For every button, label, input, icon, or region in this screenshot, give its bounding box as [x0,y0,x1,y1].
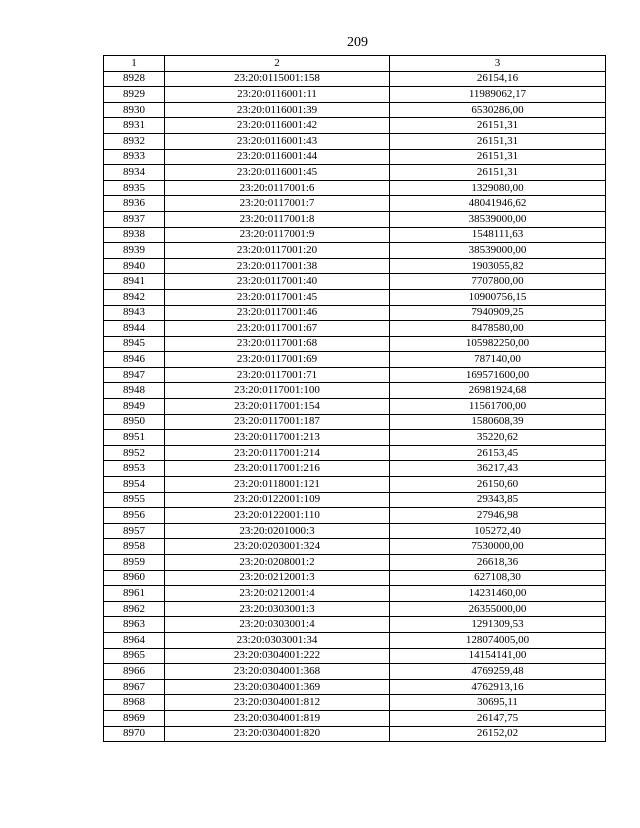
cadastral-number-cell: 23:20:0117001:68 [165,336,390,352]
table-header-row [104,56,606,72]
cadastral-number-cell: 23:20:0115001:158 [165,71,390,87]
row-number-cell: 8970 [104,726,165,742]
cadastral-number-cell: 23:20:0304001:820 [165,726,390,742]
row-number-cell: 8942 [104,289,165,305]
value-cell: 48041946,62 [390,196,606,212]
row-number-cell: 8961 [104,586,165,602]
cadastral-number-cell: 23:20:0117001:8 [165,211,390,227]
value-cell: 36217,43 [390,461,606,477]
value-cell: 7707800,00 [390,274,606,290]
value-cell: 26150,60 [390,477,606,493]
cadastral-number-cell: 23:20:0303001:4 [165,617,390,633]
table-row [104,477,606,493]
row-number-cell: 8955 [104,492,165,508]
cadastral-number-cell: 23:20:0118001:121 [165,477,390,493]
value-cell: 26151,31 [390,118,606,134]
page-number: 209 [347,35,368,50]
value-cell: 27946,98 [390,508,606,524]
table-row [104,102,606,118]
table-row [104,664,606,680]
value-cell: 26151,31 [390,165,606,181]
table-body [104,71,606,742]
value-cell: 4769259,48 [390,664,606,680]
value-cell: 38539000,00 [390,243,606,259]
value-cell: 35220,62 [390,430,606,446]
table-row [104,87,606,103]
cadastral-number-cell: 23:20:0304001:222 [165,648,390,664]
cadastral-number-cell: 23:20:0303001:3 [165,601,390,617]
row-number-cell: 8950 [104,414,165,430]
row-number-cell: 8959 [104,555,165,571]
table-row [104,726,606,742]
column-header-1: 1 [104,56,165,72]
value-cell: 6530286,00 [390,102,606,118]
cadastral-number-cell: 23:20:0117001:216 [165,461,390,477]
registry-table [103,55,606,742]
row-number-cell: 8966 [104,664,165,680]
cadastral-number-cell: 23:20:0117001:45 [165,289,390,305]
cadastral-number-cell: 23:20:0303001:34 [165,632,390,648]
table-row [104,196,606,212]
table-row [104,679,606,695]
value-cell: 169571600,00 [390,367,606,383]
value-cell: 26151,31 [390,133,606,149]
table-row [104,367,606,383]
cadastral-number-cell: 23:20:0117001:7 [165,196,390,212]
row-number-cell: 8943 [104,305,165,321]
cadastral-number-cell: 23:20:0116001:11 [165,87,390,103]
table-row [104,710,606,726]
row-number-cell: 8936 [104,196,165,212]
table-row [104,695,606,711]
cadastral-number-cell: 23:20:0304001:812 [165,695,390,711]
row-number-cell: 8946 [104,352,165,368]
table-row [104,289,606,305]
row-number-cell: 8965 [104,648,165,664]
value-cell: 26151,31 [390,149,606,165]
table-row [104,352,606,368]
table-row [104,211,606,227]
table-row [104,632,606,648]
table-row [104,492,606,508]
column-header-3: 3 [390,56,606,72]
value-cell: 26981924,68 [390,383,606,399]
row-number-cell: 8957 [104,523,165,539]
table-row [104,523,606,539]
row-number-cell: 8964 [104,632,165,648]
value-cell: 30695,11 [390,695,606,711]
value-cell: 1580608,39 [390,414,606,430]
row-number-cell: 8938 [104,227,165,243]
cadastral-number-cell: 23:20:0116001:43 [165,133,390,149]
cadastral-number-cell: 23:20:0116001:42 [165,118,390,134]
table-row [104,586,606,602]
value-cell: 7530000,00 [390,539,606,555]
row-number-cell: 8928 [104,71,165,87]
row-number-cell: 8949 [104,399,165,415]
table-row [104,321,606,337]
value-cell: 627108,30 [390,570,606,586]
row-number-cell: 8935 [104,180,165,196]
cadastral-number-cell: 23:20:0304001:819 [165,710,390,726]
table-row [104,430,606,446]
value-cell: 10900756,15 [390,289,606,305]
table-row [104,227,606,243]
cadastral-number-cell: 23:20:0117001:20 [165,243,390,259]
cadastral-number-cell: 23:20:0212001:3 [165,570,390,586]
table-row [104,570,606,586]
row-number-cell: 8948 [104,383,165,399]
row-number-cell: 8941 [104,274,165,290]
cadastral-number-cell: 23:20:0117001:213 [165,430,390,446]
cadastral-number-cell: 23:20:0122001:110 [165,508,390,524]
row-number-cell: 8932 [104,133,165,149]
row-number-cell: 8939 [104,243,165,259]
cadastral-number-cell: 23:20:0117001:214 [165,445,390,461]
value-cell: 29343,85 [390,492,606,508]
table-row [104,601,606,617]
value-cell: 14231460,00 [390,586,606,602]
table-row [104,165,606,181]
table-row [104,149,606,165]
value-cell: 7940909,25 [390,305,606,321]
value-cell: 105982250,00 [390,336,606,352]
value-cell: 4762913,16 [390,679,606,695]
cadastral-number-cell: 23:20:0304001:368 [165,664,390,680]
cadastral-number-cell: 23:20:0117001:67 [165,321,390,337]
cadastral-number-cell: 23:20:0116001:44 [165,149,390,165]
row-number-cell: 8962 [104,601,165,617]
row-number-cell: 8929 [104,87,165,103]
value-cell: 1903055,82 [390,258,606,274]
row-number-cell: 8940 [104,258,165,274]
value-cell: 26355000,00 [390,601,606,617]
table-row [104,274,606,290]
value-cell: 1291309,53 [390,617,606,633]
row-number-cell: 8931 [104,118,165,134]
cadastral-number-cell: 23:20:0212001:4 [165,586,390,602]
table-row [104,399,606,415]
cadastral-number-cell: 23:20:0117001:100 [165,383,390,399]
value-cell: 128074005,00 [390,632,606,648]
cadastral-number-cell: 23:20:0117001:154 [165,399,390,415]
table-row [104,71,606,87]
value-cell: 11561700,00 [390,399,606,415]
value-cell: 8478580,00 [390,321,606,337]
value-cell: 11989062,17 [390,87,606,103]
value-cell: 26152,02 [390,726,606,742]
table-row [104,133,606,149]
table-row [104,508,606,524]
row-number-cell: 8947 [104,367,165,383]
cadastral-number-cell: 23:20:0117001:46 [165,305,390,321]
table-row [104,648,606,664]
table-row [104,461,606,477]
column-header-2: 2 [165,56,390,72]
row-number-cell: 8933 [104,149,165,165]
table-row [104,539,606,555]
cadastral-number-cell: 23:20:0117001:40 [165,274,390,290]
value-cell: 38539000,00 [390,211,606,227]
table-row [104,243,606,259]
row-number-cell: 8958 [104,539,165,555]
row-number-cell: 8967 [104,679,165,695]
row-number-cell: 8945 [104,336,165,352]
table-row [104,305,606,321]
row-number-cell: 8944 [104,321,165,337]
row-number-cell: 8952 [104,445,165,461]
row-number-cell: 8953 [104,461,165,477]
row-number-cell: 8960 [104,570,165,586]
row-number-cell: 8930 [104,102,165,118]
value-cell: 26154,16 [390,71,606,87]
value-cell: 26153,45 [390,445,606,461]
row-number-cell: 8963 [104,617,165,633]
value-cell: 1329080,00 [390,180,606,196]
value-cell: 14154141,00 [390,648,606,664]
row-number-cell: 8956 [104,508,165,524]
row-number-cell: 8951 [104,430,165,446]
cadastral-number-cell: 23:20:0117001:71 [165,367,390,383]
cadastral-number-cell: 23:20:0116001:45 [165,165,390,181]
table-row [104,383,606,399]
value-cell: 26618,36 [390,555,606,571]
table-row [104,555,606,571]
cadastral-number-cell: 23:20:0117001:6 [165,180,390,196]
cadastral-number-cell: 23:20:0117001:38 [165,258,390,274]
value-cell: 1548111,63 [390,227,606,243]
cadastral-number-cell: 23:20:0201000:3 [165,523,390,539]
cadastral-number-cell: 23:20:0208001:2 [165,555,390,571]
table-row [104,445,606,461]
cadastral-number-cell: 23:20:0203001:324 [165,539,390,555]
value-cell: 105272,40 [390,523,606,539]
cadastral-number-cell: 23:20:0117001:187 [165,414,390,430]
table-row [104,414,606,430]
cadastral-number-cell: 23:20:0117001:69 [165,352,390,368]
row-number-cell: 8968 [104,695,165,711]
table-row [104,258,606,274]
value-cell: 26147,75 [390,710,606,726]
cadastral-number-cell: 23:20:0122001:109 [165,492,390,508]
cadastral-number-cell: 23:20:0117001:9 [165,227,390,243]
table-row [104,118,606,134]
cadastral-number-cell: 23:20:0304001:369 [165,679,390,695]
row-number-cell: 8969 [104,710,165,726]
table-row [104,336,606,352]
table-row [104,617,606,633]
row-number-cell: 8937 [104,211,165,227]
value-cell: 787140,00 [390,352,606,368]
row-number-cell: 8934 [104,165,165,181]
row-number-cell: 8954 [104,477,165,493]
cadastral-number-cell: 23:20:0116001:39 [165,102,390,118]
table-row [104,180,606,196]
